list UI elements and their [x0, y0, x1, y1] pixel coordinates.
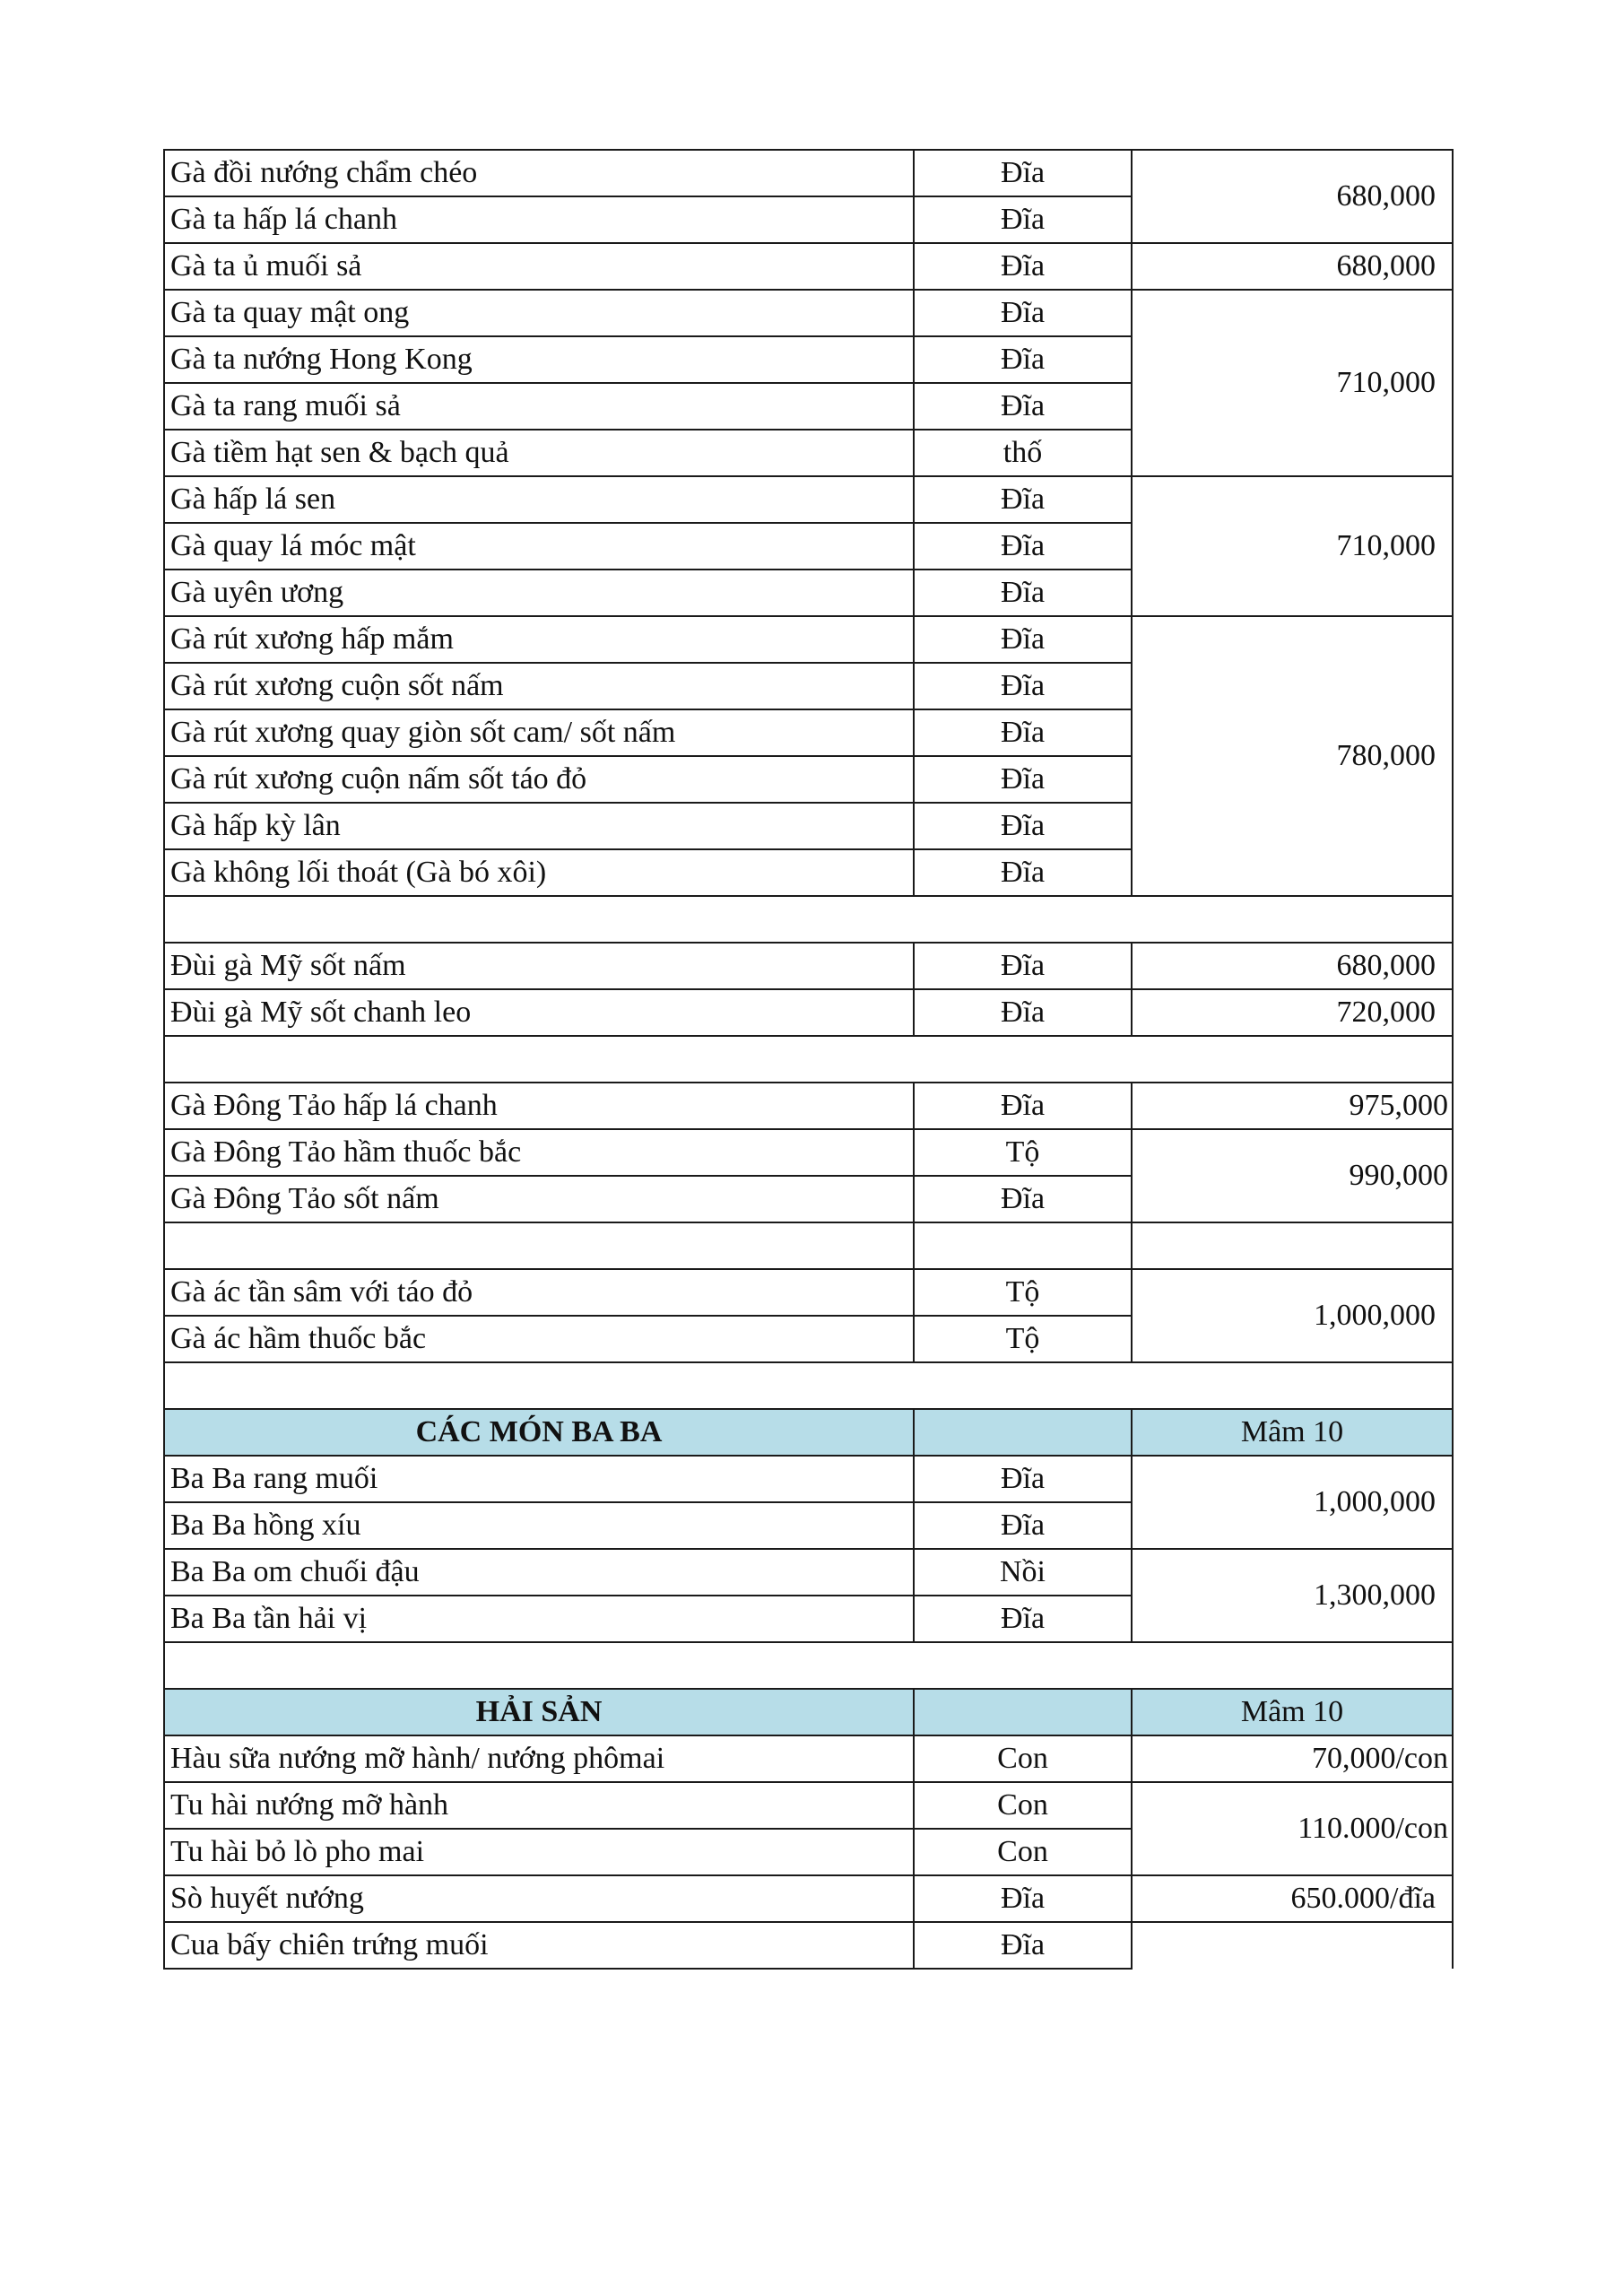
spacer-row	[164, 1222, 1453, 1269]
dish-unit: Tộ	[914, 1129, 1132, 1176]
dish-price: 710,000	[1132, 290, 1453, 476]
dish-unit: Đĩa	[914, 150, 1132, 196]
table-row	[164, 1875, 1453, 1922]
dish-price: 680,000	[1132, 150, 1453, 243]
spacer-row	[164, 1642, 1453, 1689]
dish-name: Gà tiềm hạt sen & bạch quả	[164, 430, 914, 476]
menu-sheet	[163, 149, 1452, 1970]
spacer-row	[164, 896, 1453, 943]
section-header	[164, 1409, 1453, 1456]
dish-name: Gà rút xương quay giòn sốt cam/ sốt nấm	[164, 709, 914, 756]
dish-name: Gà rút xương cuộn sốt nấm	[164, 663, 914, 709]
dish-name: Gà ác hầm thuốc bắc	[164, 1316, 914, 1362]
dish-unit: Đĩa	[914, 570, 1132, 616]
dish-unit: Đĩa	[914, 663, 1132, 709]
dish-unit: Đĩa	[914, 290, 1132, 336]
dish-unit: Đĩa	[914, 476, 1132, 523]
dish-price: 1,000,000	[1132, 1456, 1453, 1549]
spacer-row	[164, 1362, 1453, 1409]
dish-name: Gà ta rang muối sả	[164, 383, 914, 430]
dish-name: Gà uyên ương	[164, 570, 914, 616]
dish-name: Gà ta nướng Hong Kong	[164, 336, 914, 383]
dish-unit: Tộ	[914, 1316, 1132, 1362]
dish-unit: Đĩa	[914, 1456, 1132, 1502]
dish-price: 110.000/con	[1132, 1782, 1453, 1875]
dish-name: Gà ta quay mật ong	[164, 290, 914, 336]
dish-price-empty	[1132, 1922, 1453, 1969]
dish-name: Hàu sữa nướng mỡ hành/ nướng phômai	[164, 1735, 914, 1782]
section-price-label: Mâm 10	[1132, 1689, 1453, 1735]
table-row	[164, 243, 1453, 290]
dish-unit: thố	[914, 430, 1132, 476]
dish-name: Gà Đông Tảo hấp lá chanh	[164, 1083, 914, 1129]
dish-unit: Đĩa	[914, 709, 1132, 756]
dish-unit: Đĩa	[914, 803, 1132, 849]
spacer-cell	[1132, 1222, 1453, 1269]
dish-name: Gà ác tần sâm với táo đỏ	[164, 1269, 914, 1316]
table-row	[164, 616, 1453, 663]
dish-name: Gà ta hấp lá chanh	[164, 196, 914, 243]
dish-name: Gà hấp lá sen	[164, 476, 914, 523]
spacer-cell	[164, 896, 1453, 943]
section-unit-blank	[914, 1409, 1132, 1456]
dish-price: 780,000	[1132, 616, 1453, 896]
dish-unit: Con	[914, 1735, 1132, 1782]
dish-price: 680,000	[1132, 943, 1453, 989]
dish-unit: Đĩa	[914, 849, 1132, 896]
table-row	[164, 1269, 1453, 1316]
dish-price: 680,000	[1132, 243, 1453, 290]
dish-unit: Đĩa	[914, 943, 1132, 989]
table-row	[164, 1922, 1453, 1969]
dish-unit: Nồi	[914, 1549, 1132, 1596]
table-row	[164, 1129, 1453, 1176]
spacer-cell	[164, 1362, 1453, 1409]
dish-price: 990,000	[1132, 1129, 1453, 1222]
dish-unit: Đĩa	[914, 1875, 1132, 1922]
dish-name: Đùi gà Mỹ sốt nấm	[164, 943, 914, 989]
dish-name: Gà không lối thoát (Gà bó xôi)	[164, 849, 914, 896]
dish-name: Gà đồi nướng chẩm chéo	[164, 150, 914, 196]
dish-unit: Đĩa	[914, 196, 1132, 243]
table-row	[164, 943, 1453, 989]
dish-unit: Đĩa	[914, 756, 1132, 803]
dish-unit: Đĩa	[914, 1596, 1132, 1642]
table-row	[164, 150, 1453, 196]
dish-price: 975,000	[1132, 1083, 1453, 1129]
dish-name: Gà rút xương hấp mắm	[164, 616, 914, 663]
dish-unit: Đĩa	[914, 336, 1132, 383]
dish-name: Gà hấp kỳ lân	[164, 803, 914, 849]
table-row	[164, 1549, 1453, 1596]
dish-name: Tu hài bỏ lò pho mai	[164, 1829, 914, 1875]
dish-name: Gà quay lá móc mật	[164, 523, 914, 570]
dish-name: Ba Ba tần hải vị	[164, 1596, 914, 1642]
dish-unit: Đĩa	[914, 523, 1132, 570]
dish-unit: Đĩa	[914, 1083, 1132, 1129]
section-header	[164, 1689, 1453, 1735]
spacer-cell	[914, 1222, 1132, 1269]
spacer-cell	[164, 1642, 1453, 1689]
table-row	[164, 290, 1453, 336]
dish-name: Tu hài nướng mỡ hành	[164, 1782, 914, 1829]
dish-unit: Đĩa	[914, 616, 1132, 663]
dish-name: Đùi gà Mỹ sốt chanh leo	[164, 989, 914, 1036]
section-unit-blank	[914, 1689, 1132, 1735]
dish-unit: Đĩa	[914, 1922, 1132, 1969]
dish-unit: Đĩa	[914, 243, 1132, 290]
dish-name: Gà rút xương cuộn nấm sốt táo đỏ	[164, 756, 914, 803]
table-row	[164, 1083, 1453, 1129]
dish-name: Gà Đông Tảo sốt nấm	[164, 1176, 914, 1222]
dish-name: Ba Ba om chuối đậu	[164, 1549, 914, 1596]
dish-unit: Con	[914, 1829, 1132, 1875]
dish-price: 720,000	[1132, 989, 1453, 1036]
dish-price: 70,000/con	[1132, 1735, 1453, 1782]
dish-price: 1,000,000	[1132, 1269, 1453, 1362]
table-row	[164, 989, 1453, 1036]
dish-name: Gà ta ủ muối sả	[164, 243, 914, 290]
dish-unit: Đĩa	[914, 1502, 1132, 1549]
table-row	[164, 1735, 1453, 1782]
dish-price: 710,000	[1132, 476, 1453, 616]
table-row	[164, 1456, 1453, 1502]
spacer-cell	[164, 1222, 914, 1269]
spacer-row	[164, 1036, 1453, 1083]
section-title: HẢI SẢN	[164, 1689, 914, 1735]
dish-unit: Con	[914, 1782, 1132, 1829]
dish-unit: Đĩa	[914, 1176, 1132, 1222]
dish-unit: Tộ	[914, 1269, 1132, 1316]
dish-name: Ba Ba hồng xíu	[164, 1502, 914, 1549]
section-title: CÁC MÓN BA BA	[164, 1409, 914, 1456]
dish-price: 1,300,000	[1132, 1549, 1453, 1642]
dish-name: Ba Ba rang muối	[164, 1456, 914, 1502]
spacer-cell	[164, 1036, 1453, 1083]
dish-name: Gà Đông Tảo hầm thuốc bắc	[164, 1129, 914, 1176]
dish-unit: Đĩa	[914, 989, 1132, 1036]
dish-name: Cua bấy chiên trứng muối	[164, 1922, 914, 1969]
dish-price: 650.000/đĩa	[1132, 1875, 1453, 1922]
dish-unit: Đĩa	[914, 383, 1132, 430]
section-price-label: Mâm 10	[1132, 1409, 1453, 1456]
table-row	[164, 476, 1453, 523]
dish-name: Sò huyết nướng	[164, 1875, 914, 1922]
table-row	[164, 1782, 1453, 1829]
menu-table	[163, 149, 1454, 1970]
